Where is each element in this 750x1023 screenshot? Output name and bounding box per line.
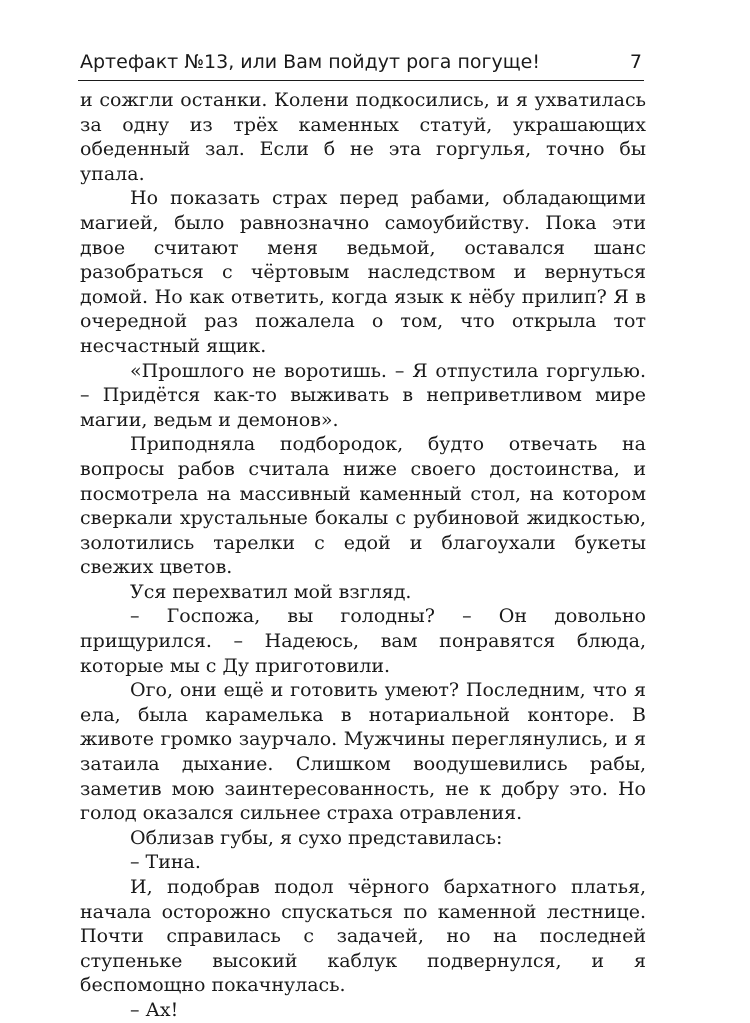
body-text bbox=[80, 88, 646, 1023]
paragraph: Но показать страх перед рабами, обладающими магией, было равнозначно самоубийству. Пока эти двое считают меня ведьмой, оставался шанс разобраться с чёртовым наследством и вернуться домой. Но как ответить, когда язык к нёбу прилип? Я в очередной раз пожалела о том, что открыла тот несчастный ящик. bbox=[80, 187, 646, 357]
paragraph: – Тина. bbox=[130, 851, 201, 874]
paragraph: «Прошлого не воротишь. – Я отпустила горгулью. – Придётся как-то выживать в неприветливом мире магии, ведьм и демонов». bbox=[80, 359, 646, 431]
paragraph: – Госпожа, вы голодны? – Он довольно прищурился. – Надеюсь, вам понравятся блюда, которые мы с Ду приготовили. bbox=[80, 605, 646, 677]
paragraph: Облизав губы, я сухо представилась: bbox=[130, 826, 503, 849]
paragraph: Ого, они ещё и готовить умеют? Последним, что я ела, была карамелька в нотариальной конторе. В животе громко заурчало. Мужчины переглянулись, и я затаила дыхание. Слишком воодушевились рабы, заметив мою заинтересованность, не к добру это. Но голод оказался сильнее страха отравления. bbox=[80, 679, 646, 825]
page-number: 7 bbox=[629, 51, 642, 73]
paragraph: и сожгли останки. Колени подкосились, и я ухватилась за одну из трёх каменных статуй, украшающих обеденный зал. Если б не эта горгулья, точно бы упала. bbox=[80, 89, 646, 185]
running-title: Артефакт №13, или Вам пойдут рога погуще! bbox=[80, 51, 540, 73]
paragraph: – Ах! bbox=[130, 998, 179, 1021]
paragraph: Приподняла подбородок, будто отвечать на вопросы рабов считала ниже своего достоинства, и посмотрела на массивный каменный стол, на котором сверкали хрустальные бокалы с рубиновой жидкостью, золотились тарелки с едой и благоухали букеты свежих цветов. bbox=[80, 433, 646, 579]
paragraph: И, подобрав подол чёрного бархатного платья, начала осторожно спускаться по каменной лестнице. Почти справилась с задачей, но на последней ступеньке высокий каблук подвернулся, и я беспомощно покачнулась. bbox=[80, 876, 646, 997]
paragraph: Уся перехватил мой взгляд. bbox=[130, 580, 412, 603]
running-header bbox=[78, 44, 644, 81]
